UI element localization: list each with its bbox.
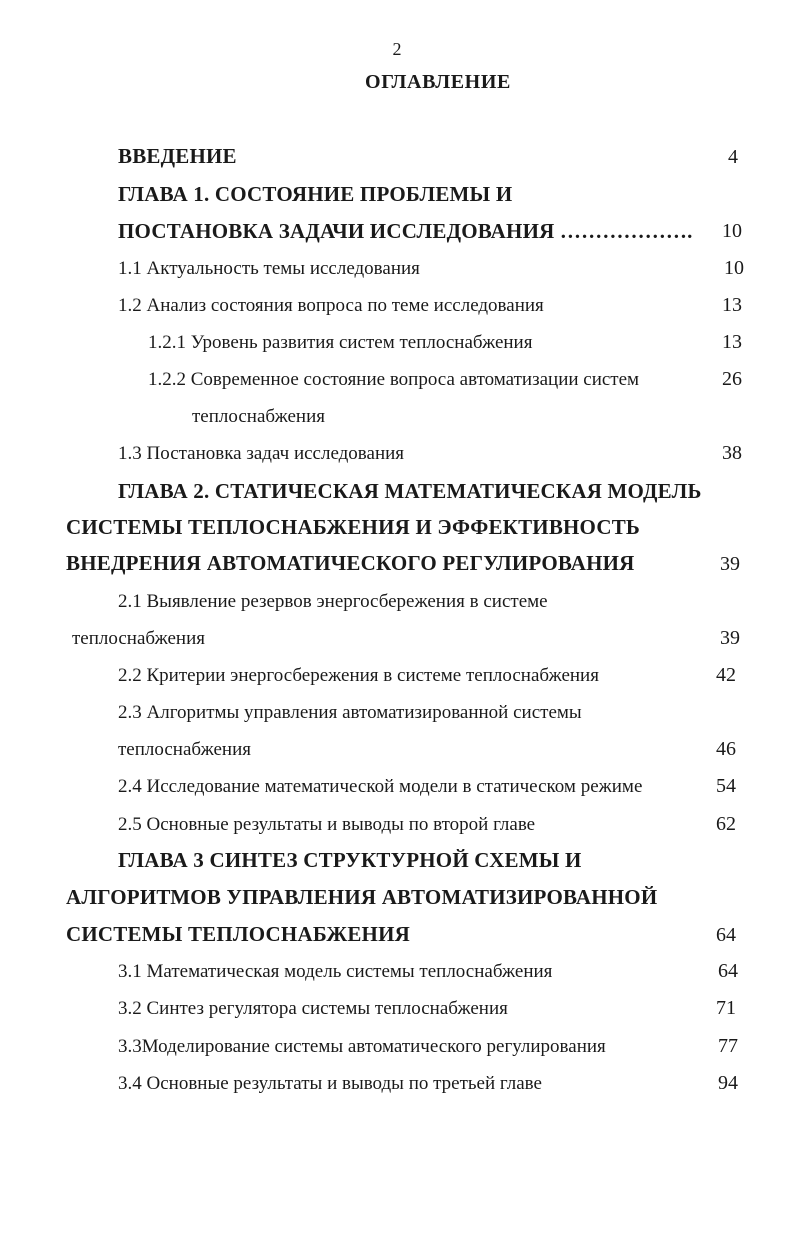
toc-section-3-3-page: 77 [718,1035,738,1057]
toc-chapter3-title-line2: АЛГОРИТМОВ УПРАВЛЕНИЯ АВТОМАТИЗИРОВАННОЙ [66,885,658,909]
toc-chapter3-title-line3: СИСТЕМЫ ТЕПЛОСНАБЖЕНИЯ [66,922,410,946]
toc-section-1-3-page: 38 [722,442,742,464]
toc-section-3-4-page: 94 [718,1072,738,1094]
toc-section-3-2: 3.2 Синтез регулятора системы теплоснабжения [118,998,508,1019]
page-title: ОГЛАВЛЕНИЕ [365,71,511,93]
toc-section-3-2-page: 71 [716,997,736,1019]
toc-section-2-3-line2: теплоснабжения [118,739,251,760]
toc-section-2-1-line1: 2.1 Выявление резервов энергосбережения в системе [118,591,548,612]
toc-section-1-1: 1.1 Актуальность темы исследования [118,258,420,279]
toc-section-2-2: 2.2 Критерии энергосбережения в системе теплоснабжения [118,665,599,686]
toc-section-2-3-line1: 2.3 Алгоритмы управления автоматизированной системы [118,702,582,723]
toc-section-1-2-page: 13 [722,294,742,316]
toc-section-3-1: 3.1 Математическая модель системы теплоснабжения [118,961,553,982]
toc-chapter3-title-line1: ГЛАВА 3 СИНТЕЗ СТРУКТУРНОЙ СХЕМЫ И [118,848,582,872]
toc-chapter2-page: 39 [720,553,740,575]
toc-section-2-1-line2: теплоснабжения [72,628,205,649]
toc-section-2-4-page: 54 [716,775,736,797]
toc-section-1-2-2-page: 26 [722,368,742,390]
page-number: 2 [392,39,402,59]
toc-section-1-2-2-line2: теплоснабжения [192,406,325,427]
toc-section-2-2-page: 42 [716,664,736,686]
toc-section-2-3-page: 46 [716,738,736,760]
toc-section-3-4: 3.4 Основные результаты и выводы по третьей главе [118,1073,542,1094]
toc-chapter1-title-line2: ПОСТАНОВКА ЗАДАЧИ ИССЛЕДОВАНИЯ ………………. [118,219,693,243]
toc-section-1-2-2-line1: 1.2.2 Современное состояние вопроса автоматизации систем [148,369,640,390]
toc-section-3-3: 3.3Моделирование системы автоматического регулирования [118,1036,606,1057]
toc-section-3-1-page: 64 [718,960,738,982]
toc-section-1-2-1: 1.2.1 Уровень развития систем теплоснабжения [148,332,533,353]
toc-section-2-5: 2.5 Основные результаты и выводы по второй главе [118,814,536,835]
toc-intro-page: 4 [728,146,738,168]
toc-chapter1-title-line1: ГЛАВА 1. СОСТОЯНИЕ ПРОБЛЕМЫ И [118,182,513,206]
toc-intro-title: ВВЕДЕНИЕ [118,144,237,168]
toc-section-1-3: 1.3 Постановка задач исследования [118,443,405,464]
toc-section-1-2-1-page: 13 [722,331,742,353]
toc-chapter1-page: 10 [722,220,742,242]
toc-chapter2-title-line1: ГЛАВА 2. СТАТИЧЕСКАЯ МАТЕМАТИЧЕСКАЯ МОДЕЛЬ [118,479,702,503]
toc-section-2-1-page: 39 [720,627,740,649]
toc-chapter2-title-line3: ВНЕДРЕНИЯ АВТОМАТИЧЕСКОГО РЕГУЛИРОВАНИЯ [66,551,635,575]
toc-section-1-2: 1.2 Анализ состояния вопроса по теме исследования [118,295,544,316]
toc-section-1-1-page: 10 [724,257,744,279]
toc-chapter2-title-line2: СИСТЕМЫ ТЕПЛОСНАБЖЕНИЯ И ЭФФЕКТИВНОСТЬ [66,515,641,539]
toc-section-2-4: 2.4 Исследование математической модели в статическом режиме [118,776,643,797]
toc-section-2-5-page: 62 [716,813,736,835]
toc-chapter3-page: 64 [716,924,736,946]
